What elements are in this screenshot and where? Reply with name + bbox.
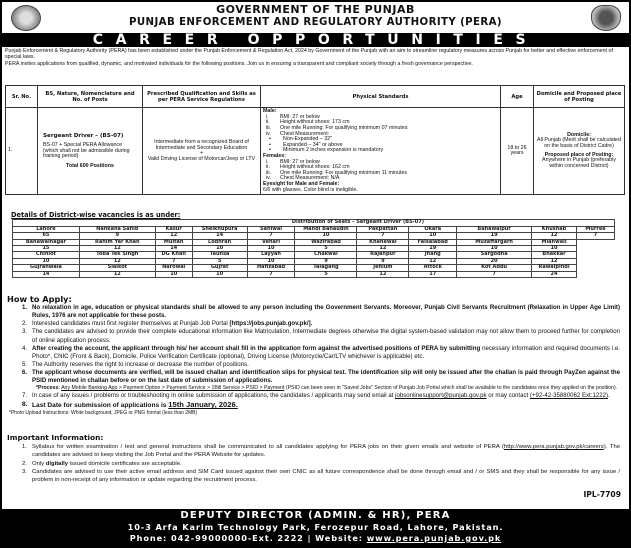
district-name: DG Khan	[155, 252, 192, 258]
pera-logo-icon	[591, 5, 621, 31]
physical-cell	[261, 108, 501, 195]
item-text: One mile Running: For qualifying minimum 07 minutes	[280, 124, 408, 131]
district-name: Lodhran	[192, 239, 247, 245]
item-text: After creating the account, the applicant through his/ her account shall fill in the application form against the advertised positions of PERA by submitting	[32, 344, 481, 352]
photo-note: *Photo Upload Instructions: White background, JPEG or PNG format (less than 2MB)	[9, 410, 198, 417]
district-name: Okara	[409, 226, 457, 232]
district-seats: 12	[79, 258, 155, 264]
eyesight-label: Eyesight for Male and Female:	[263, 180, 340, 187]
item-text: The candidates are advised to provide their complete educational information like Matriculation, Intermediate degrees otherwise the digital system-based validation may not allow them to proceed further for completion of online application process.	[32, 328, 620, 344]
important-info-list	[22, 443, 620, 483]
item-text: Non-Expanded – 32"	[283, 136, 332, 143]
district-name: Mandi Bahaudin	[295, 226, 357, 232]
item-marker: iii.	[266, 169, 272, 176]
district-name: Layyah	[247, 252, 295, 258]
intro-paragraph: Punjab Enforcement & Regulatory Authority (PERA) has been established under the Punjab Enforcement & Regulation Act, 2024 by Government of the Punjab with an aim to streamline regulatory measures across Punjab for better and effective enforcement of special laws.	[5, 48, 613, 60]
list-item: 2. Only digitally issued domicile certificates are acceptable.	[22, 460, 182, 467]
district-name: Murree	[576, 226, 614, 232]
support-email-link[interactable]: jobsonlinesupport@punjab.gov.pk	[395, 392, 487, 400]
district-name: Chakwal	[295, 252, 357, 258]
header-qualification: Prescribed Qualification and Skills as per PERA Service Regulations	[143, 86, 261, 108]
process-path: Any Mobile Banking App > Payment Option > Payment Service > 1Bill Service > PSID > Payment	[61, 385, 285, 392]
item-text: Minimum 2 inches expansion is mandatory	[283, 147, 384, 154]
district-seats: 9	[357, 258, 409, 264]
item-text: One mile Running: For qualifying minimum 11 minutes	[280, 169, 408, 176]
how-to-apply-list	[22, 304, 620, 410]
header-physical: Physical Standards	[261, 86, 501, 108]
item-text: Chest Measurement:	[280, 130, 330, 137]
district-seats: 7	[576, 233, 614, 239]
qualification-cell	[143, 108, 261, 195]
district-name: Jehlum	[357, 265, 409, 271]
item-text: Only	[32, 460, 46, 467]
district-seats: 14	[13, 271, 80, 277]
list-item: 8. Last Date for submission of applications is 15th January, 2026.	[22, 400, 238, 410]
footer-website-link[interactable]: www.pera.punjab.gov.pk	[366, 533, 502, 543]
district-seats: 12	[532, 233, 577, 239]
district-seats: 12	[357, 245, 409, 251]
district-seats: 10	[409, 233, 457, 239]
item-marker: ii.	[266, 119, 270, 126]
district-seats: 12	[409, 258, 457, 264]
district-name: Faisalabad	[409, 239, 457, 245]
district-seats: 10	[192, 245, 247, 251]
district-seats: 10	[457, 245, 532, 251]
important-info-section	[2, 433, 629, 499]
district-name: Multan	[155, 239, 192, 245]
district-seats: 10	[247, 258, 295, 264]
district-name: Rahim Yar Khan	[79, 239, 155, 245]
district-seats: 19	[457, 233, 532, 239]
distribution-title: Distribution of Seats – Sergeant Driver (BS-07)	[13, 220, 615, 226]
male-label: Male:	[263, 108, 277, 115]
district-seats: 9	[79, 233, 155, 239]
district-seats: 15	[13, 245, 80, 251]
table-header-row	[6, 86, 625, 108]
district-seats: 12	[155, 233, 192, 239]
district-name: Talagang	[295, 265, 357, 271]
item-text: The applicant whose documents are verified, will be issued challan and identification slips for physical test. The identification slip will only be issued after the challan is paid through PayZen against the PSID mentioned in challan before or on the last date of submission of applications.	[32, 368, 620, 384]
district-name: Toba Tek Singh	[79, 252, 155, 258]
list-item: 3. Candidates are advised to use their active email address and SIM Card issued against their own CNIC as all future correspondence shall be done through email and / or SMS and they shall be responsible for any issue / problem in non-receipt of any information or update regarding the recruitment process.	[22, 468, 620, 483]
item-marker: iv.	[266, 175, 271, 182]
how-to-apply-heading: How to Apply:	[7, 294, 72, 305]
district-seats: 5	[192, 258, 247, 264]
district-seats: 5	[295, 271, 357, 277]
district-seats-row	[13, 271, 615, 277]
district-name: Kasur	[155, 226, 192, 232]
item-marker: i.	[266, 158, 269, 165]
header-titles	[2, 2, 629, 33]
item-text: Last Date for submission of applications is	[32, 402, 169, 410]
header-block	[2, 2, 629, 67]
district-section	[2, 211, 629, 278]
male-standards	[263, 115, 498, 154]
footer-title: DEPUTY DIRECTOR (ADMIN. & HR), PERA	[180, 510, 451, 521]
district-seats: 20	[457, 258, 532, 264]
list-item: 2. Interested candidates must first register themselves at Punjab Job Portal [https://jobs.punjab.gov.pk/].	[22, 320, 313, 328]
punjab-government-logo-icon	[11, 5, 41, 31]
item-text: digitally	[45, 460, 69, 467]
district-seats: 5	[295, 245, 357, 251]
district-name: Khanewal	[357, 239, 409, 245]
domicile-detail: All Punjab (Merit shall be calculated on the basis of District Cadre)	[537, 137, 621, 150]
table-row	[6, 108, 625, 195]
district-seats: 14	[155, 245, 192, 251]
intro-paragraph: PERA invites applications from qualified, dynamic, and motivated individuals for the following positions. Join us in ensuring a transparent and compliant society through a fresh governance perspective.	[5, 61, 473, 67]
district-seats: 7	[457, 271, 532, 277]
district-name: Sialkot	[79, 265, 155, 271]
district-seats: 12	[532, 258, 577, 264]
important-info-heading: Important Information:	[7, 433, 104, 443]
district-name: Pakpattan	[357, 226, 409, 232]
district-seats: 10	[295, 233, 357, 239]
header-post: BS, Nature, Nomenclature and No. of Posts	[38, 86, 143, 108]
district-name: Gujranwala	[13, 265, 80, 271]
district-seats: 12	[357, 271, 409, 277]
district-name: Sargodha	[457, 252, 532, 258]
how-to-apply-section	[2, 294, 629, 417]
list-item: 7. In case of any issues / problems or troubleshooting in online submission of applications, the candidates / applicants may send email at jobsonlinesupport@punjab.gov.pk or may contact (+92-42-35880062 Ext:1222).	[22, 392, 610, 400]
district-seats: 12	[79, 245, 155, 251]
district-name: Sheikhupura	[192, 226, 247, 232]
item-marker: iii.	[266, 124, 272, 131]
domicile-label: Domicile:	[567, 131, 591, 138]
district-name: Rajanpur	[357, 252, 409, 258]
ad-code: IPL-7709	[583, 489, 621, 499]
item-text: Height without shoes: 162 cm	[280, 164, 350, 171]
process-note: (PSID can been seen in "Saved Jobs" Section of Punjab Job Portal which shall be available to the candidates once they applied on the position).	[284, 385, 618, 392]
district-name: Bahawalpur	[457, 226, 532, 232]
footer-phone: Phone: 042-99000000-Ext. 2222 | Website:	[129, 533, 367, 543]
district-name: Muzaffargarh	[457, 239, 532, 245]
district-name: Wazirabad	[295, 239, 357, 245]
district-vacancies-table	[12, 219, 615, 278]
district-name: Rawalpindi	[532, 265, 577, 271]
list-item: 3. The candidates are advised to provide their complete educational information like Matriculation, Intermediate degrees otherwise the digital system-based validation may not allow them to proceed further for completion of online application process.	[22, 328, 620, 344]
item-text: Expanded – 34" or above	[283, 141, 343, 148]
district-name: Bhakkar	[532, 252, 577, 258]
qualification-license: Valid Driving License of Motorcar/Jeep or LTV	[147, 155, 256, 162]
district-seats: 9	[295, 258, 357, 264]
district-seats: 10	[247, 245, 295, 251]
item-text: .	[608, 392, 610, 400]
district-heading: Details of District-wise vacancies is as under:	[11, 211, 181, 220]
post-pay: BS-07 + Special PERA Allowance (which shall not be admissible during training period)	[43, 142, 130, 160]
item-text: ). The candidates are advised to keep visiting the Job Portal and the PERA Website for updates.	[32, 444, 620, 459]
item-marker: ▪	[269, 147, 271, 154]
district-name: Mianwali	[532, 239, 577, 245]
item-marker: ▪	[269, 136, 271, 143]
item-text: issued domicile certificates are acceptable.	[68, 460, 182, 467]
header-domicile: Domicile and Proposed place of Posting	[534, 86, 625, 108]
district-name: Khushab	[532, 226, 577, 232]
district-name: Sahiwal	[247, 226, 295, 232]
sr-no: 1.	[6, 108, 38, 195]
district-name: Bahawalnagar	[13, 239, 80, 245]
item-text: Syllabus for written examination / test and general instructions shall be communicated to all candidates applying for PERA jobs on their given emails and website of PERA (	[32, 444, 504, 451]
qualification-education: Intermediate from a recognized Board of Intermediate and Secondary Education	[154, 138, 249, 151]
age-cell: 18 to 26 years	[501, 108, 534, 195]
district-seats: 17	[409, 271, 457, 277]
careers-link[interactable]: http://www.pera.punjab.gov.pk/careers	[503, 444, 604, 451]
district-name: Vehari	[247, 239, 295, 245]
district-name: Taunsa	[192, 252, 247, 258]
qualification-plus: +	[199, 150, 204, 157]
district-seats: 7	[247, 233, 295, 239]
support-phone: (+92-42-35880062 Ext:1222)	[529, 392, 609, 400]
district-name: Nankana Sahib	[79, 226, 155, 232]
item-text: Interested candidates must first register themselves at Punjab Job Portal	[32, 320, 230, 328]
female-label: Females:	[263, 152, 286, 159]
career-opportunities-banner: CAREER OPPORTUNITIES	[2, 33, 629, 47]
last-date: 15th January, 2026.	[168, 400, 238, 410]
ad-code-row	[2, 484, 629, 499]
process-label: *Process:	[36, 385, 60, 392]
district-seats: 7	[247, 271, 295, 277]
district-seats: 65	[13, 233, 80, 239]
item-text: necessary information and required documents i.e. Photo*, CNIC (Front & Back), Domicile, Police Verification Certificate (optional), Driving License (Motorcycle/Car/LTV whichever is applicable) etc.	[32, 344, 620, 360]
authority-title: PUNJAB ENFORCEMENT AND REGULATORY AUTHORITY (PERA)	[129, 17, 502, 28]
item-text: Chest Measurement: N/A	[280, 175, 340, 182]
item-marker: i.	[266, 113, 269, 120]
district-seats: 10	[155, 271, 192, 277]
district-seats: 10	[192, 271, 247, 277]
post-total: Total 600 Positions	[66, 162, 114, 169]
posting-detail: Anywhere in Punjab (preferably within concerned District)	[542, 157, 616, 169]
district-seats: 19	[409, 245, 457, 251]
footer-contact	[2, 509, 629, 546]
district-seats: 7	[357, 233, 409, 239]
list-item: 1. No relaxation in age, education or physical standards shall be allowed to any person including the Government Servants. Moreover, Punjab Civil Servants Recruitment (Relaxation in Upper Age Limit) Rules, 1976 are not applicable for these posts.	[22, 304, 620, 320]
district-name: Chiniot	[13, 252, 80, 258]
jobs-table	[5, 85, 625, 195]
item-text: No relaxation in age, education or physical standards shall be allowed to any person including the Government Servants. Moreover, Punjab Civil Servants Recruitment (Relaxation in Upper Age Limit) Rules, 1976 are not applicable for these posts.	[32, 304, 620, 320]
post-cell	[38, 108, 143, 195]
item-text: or may contact	[486, 392, 530, 400]
item-text: In case of any issues / problems or troubleshooting in online submission of applications, the candidates / applicants may send email at	[32, 392, 396, 400]
district-seats: 10	[532, 245, 577, 251]
item-marker: ▪	[269, 141, 271, 148]
domicile-cell	[534, 108, 625, 195]
eyesight-detail: 6/6 with glasses. Color blind is ineligible.	[263, 186, 358, 193]
female-standards	[263, 160, 498, 182]
footer-address: 10-3 Arfa Karim Technology Park, Ferozepur Road, Lahore, Pakistan.	[127, 522, 504, 532]
empty-cell	[576, 271, 614, 277]
item-text: The Authority reserves the right to increase or decrease the number of positions.	[32, 360, 249, 368]
district-seats: 10	[13, 258, 80, 264]
item-text: BMI: 27 or below	[280, 158, 320, 165]
district-name: Jhang	[409, 252, 457, 258]
item-text: Candidates are advised to use their active email address and SIM Card issued against their own CNIC as all future correspondence shall be done through email and / or SMS and they shall be responsible for any issue / problem in non-receipt of any information or update regarding the recruitment process.	[32, 468, 620, 483]
district-name: Gujrat	[192, 265, 247, 271]
list-item: 5. The Authority reserves the right to increase or decrease the number of positions.	[22, 360, 249, 368]
district-name: Narowal	[155, 265, 192, 271]
item-text: Height without shoes: 173 cm	[280, 119, 350, 126]
job-portal-link[interactable]: [https://jobs.punjab.gov.pk/].	[229, 320, 313, 328]
posting-label: Proposed place of Posting:	[544, 151, 614, 158]
district-name: Lahore	[13, 226, 80, 232]
district-seats: 24	[532, 271, 577, 277]
header-sr: Sr. No.	[6, 86, 38, 108]
item-marker: iv.	[266, 130, 271, 137]
post-title: Sergeant Driver – (BS-07)	[43, 132, 124, 139]
district-seats: 14	[192, 233, 247, 239]
district-seats: 12	[79, 271, 155, 277]
header-age: Age	[501, 86, 534, 108]
list-item: 6. The applicant whose documents are verified, will be issued challan and identification slips for physical test. The identification slip will only be issued after the challan is paid through PayZen against the PSID mentioned in challan before or on the last date of submission of applications. *Process: Any Mobile Banking App > Payment Option > Payment Service > 1Bill Service > PSID > Payment (PSID can been seen in "Saved Jobs" Section of Punjab Job Portal which shall be available to the candidates once they applied on the position).	[22, 368, 620, 392]
government-title: GOVERNMENT OF THE PUNJAB	[216, 3, 415, 16]
district-name: Attock	[409, 265, 457, 271]
district-seats: 7	[155, 258, 192, 264]
district-name: Kot Addu	[457, 265, 532, 271]
district-name: Hafizabad	[247, 265, 295, 271]
list-item: 1. Syllabus for written examination / test and general instructions shall be communicated to all candidates applying for PERA jobs on their given emails and website of PERA (http://www.pera.punjab.gov.pk/careers). The candidates are advised to keep visiting the Job Portal and the PERA Website for updates.	[22, 444, 620, 459]
item-marker: ii.	[266, 164, 270, 171]
list-item: 4. After creating the account, the applicant through his/ her account shall fill in the application form against the advertised positions of PERA by submitting necessary information and required documents i.e. Photo*, CNIC (Front & Back), Domicile, Police Verification Certificate (optional), Driving License (Motorcycle/Car/LTV whichever is applicable) etc.	[22, 344, 620, 360]
item-text: BMI: 27 or below	[280, 113, 320, 120]
